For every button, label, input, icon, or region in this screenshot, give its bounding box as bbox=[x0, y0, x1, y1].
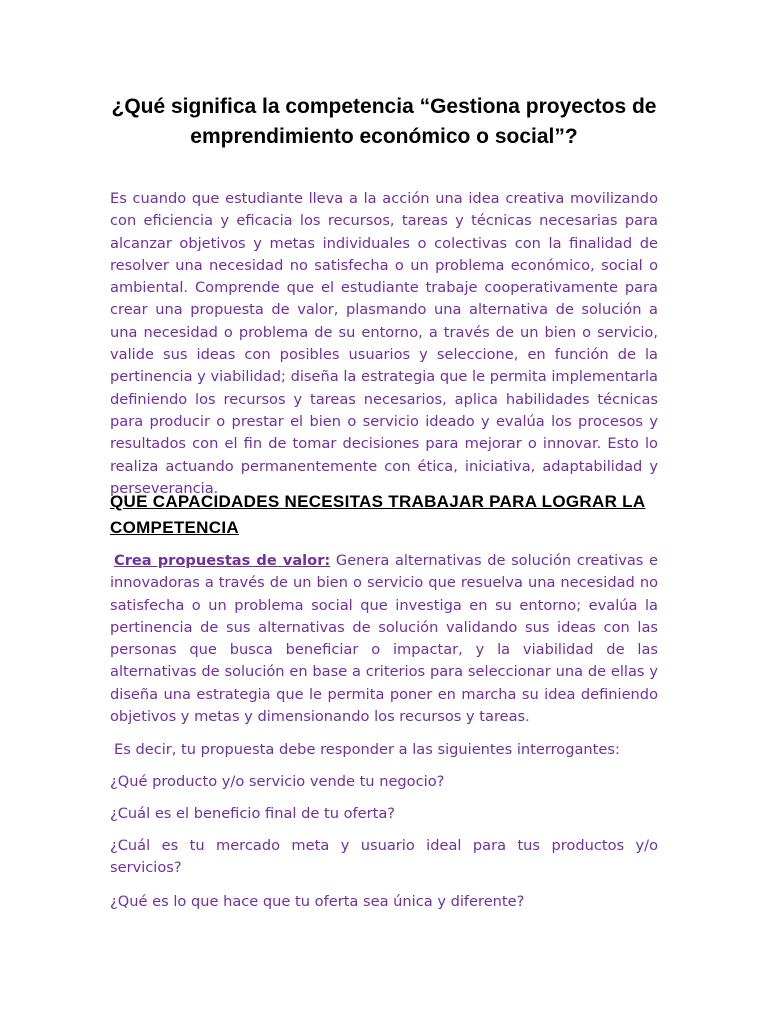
section-heading: QUE CAPACIDADES NECESITAS TRABAJAR PARA LOGRAR LA COMPETENCIA bbox=[110, 492, 646, 537]
document-title: ¿Qué significa la competencia “Gestiona proyectos de emprendimiento económico o social”? bbox=[111, 95, 657, 148]
capacity-text: Genera alternativas de solución creativas e innovadoras a través de un bien o servicio que resuelva una necesidad no satisfecha o un problema social que investiga en su entorno; evalúa la pertinencia de sus alternativas de solución validando sus ideas con las personas que busca beneficiar o impactar, y la viabilidad de las alternativas de solución en base a criterios para seleccionar una de ellas y diseña una estrategia que le permita poner en marcha su idea definiendo objetivos y metas y dimensionando los recursos y tareas. bbox=[110, 552, 658, 726]
questions-intro: Es decir, tu propuesta debe responder a las siguientes interrogantes: bbox=[114, 741, 620, 758]
capacity-label: Crea propuestas de valor: bbox=[114, 552, 331, 569]
intro-paragraph: Es cuando que estudiante lleva a la acción una idea creativa movilizando con eficiencia y eficacia los recursos, tareas y técnicas necesarias para alcanzar objetivos y metas individuales o colectivas con la finalidad de resolver una necesidad no satisfecha o un problema económico, social o ambiental. Comprende que el estudiante trabaje cooperativamente para crear una propuesta de valor, plasmando una alternativa de solución a una necesidad o problema de su entorno, a través de un bien o servicio, valide sus ideas con posibles usuarios y seleccione, en función de la pertinencia y viabilidad; diseña la estrategia que le permita implementarla definiendo los recursos y tareas necesarios, aplica habilidades técnicas para producir o prestar el bien o servicio ideado y evalúa los procesos y resultados con el fin de tomar decisiones para mejorar o innovar. Esto lo realiza actuando permanentemente con ética, iniciativa, adaptabilidad y perseverancia. bbox=[110, 190, 658, 497]
question-item: ¿Cuál es tu mercado meta y usuario ideal para tus productos y/o servicios? bbox=[110, 837, 658, 877]
question-item: ¿Qué es lo que hace que tu oferta sea única y diferente? bbox=[110, 893, 525, 910]
question-item: ¿Qué producto y/o servicio vende tu negocio? bbox=[110, 773, 445, 790]
question-item: ¿Cuál es el beneficio final de tu oferta? bbox=[110, 805, 396, 822]
capacity-paragraph bbox=[110, 550, 658, 728]
